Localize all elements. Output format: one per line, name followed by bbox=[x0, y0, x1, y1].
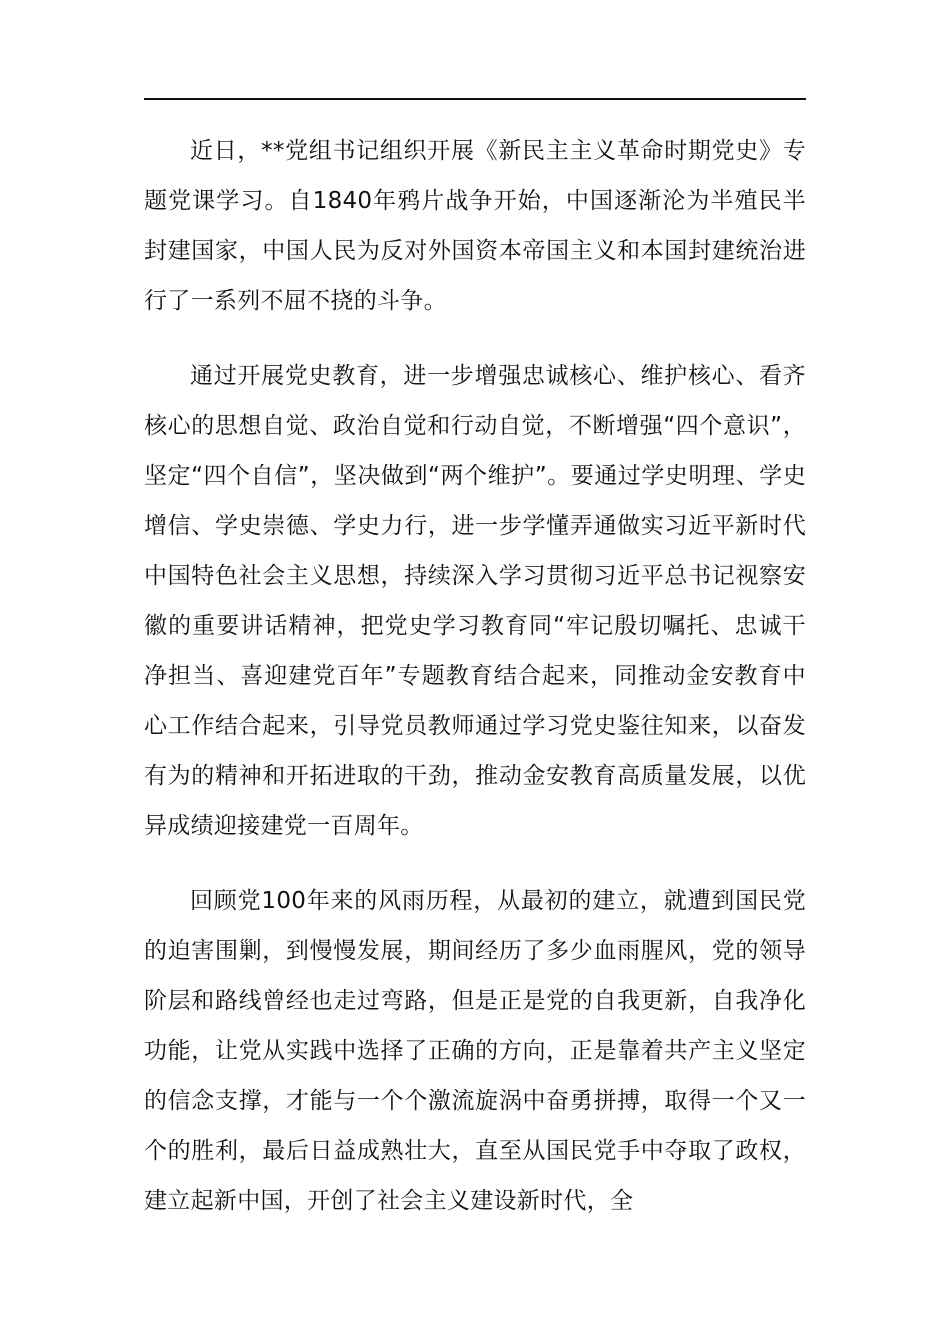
paragraph-2: 通过开展党史教育，进一步增强忠诚核心、维护核心、看齐核心的思想自觉、政治自觉和行动自觉，不断增强“四个意识”，坚定“四个自信”，坚决做到“两个维护”。要通过学史明理、学史增信、学史崇德、学史力行，进一步学懂弄通做实习近平新时代中国特色社会主义思想，持续深入学习贯彻习近平总书记视察安徽的重要讲话精神，把党史学习教育同“牢记殷切嘱托、忠诚干净担当、喜迎建党百年”专题教育结合起来，同推动金安教育中心工作结合起来，引导党员教师通过学习党史鉴往知来，以奋发有为的精神和开拓进取的干劲，推动金安教育高质量发展，以优异成绩迎接建党一百周年。 bbox=[144, 363, 806, 839]
paragraph-3: 回顾党100年来的风雨历程，从最初的建立，就遭到国民党的迫害围剿，到慢慢发展，期间经历了多少血雨腥风，党的领导阶层和路线曾经也走过弯路，但是正是党的自我更新，自我净化功能，让党从实践中选择了正确的方向，正是靠着共产主义坚定的信念支撑，才能与一个个激流旋涡中奋勇拼搏，取得一个又一个的胜利，最后日益成熟壮大，直至从国民党手中夺取了政权，建立起新中国，开创了社会主义建设新时代，全 bbox=[144, 888, 806, 1214]
paragraph-1: 近日，**党组书记组织开展《新民主主义革命时期党史》专题党课学习。自1840年鸦片战争开始，中国逐渐沦为半殖民半封建国家，中国人民为反对外国资本帝国主义和本国封建统治进行了一系列不屈不挠的斗争。 bbox=[144, 138, 806, 314]
document-body bbox=[144, 126, 806, 1226]
header-rule bbox=[144, 98, 806, 100]
